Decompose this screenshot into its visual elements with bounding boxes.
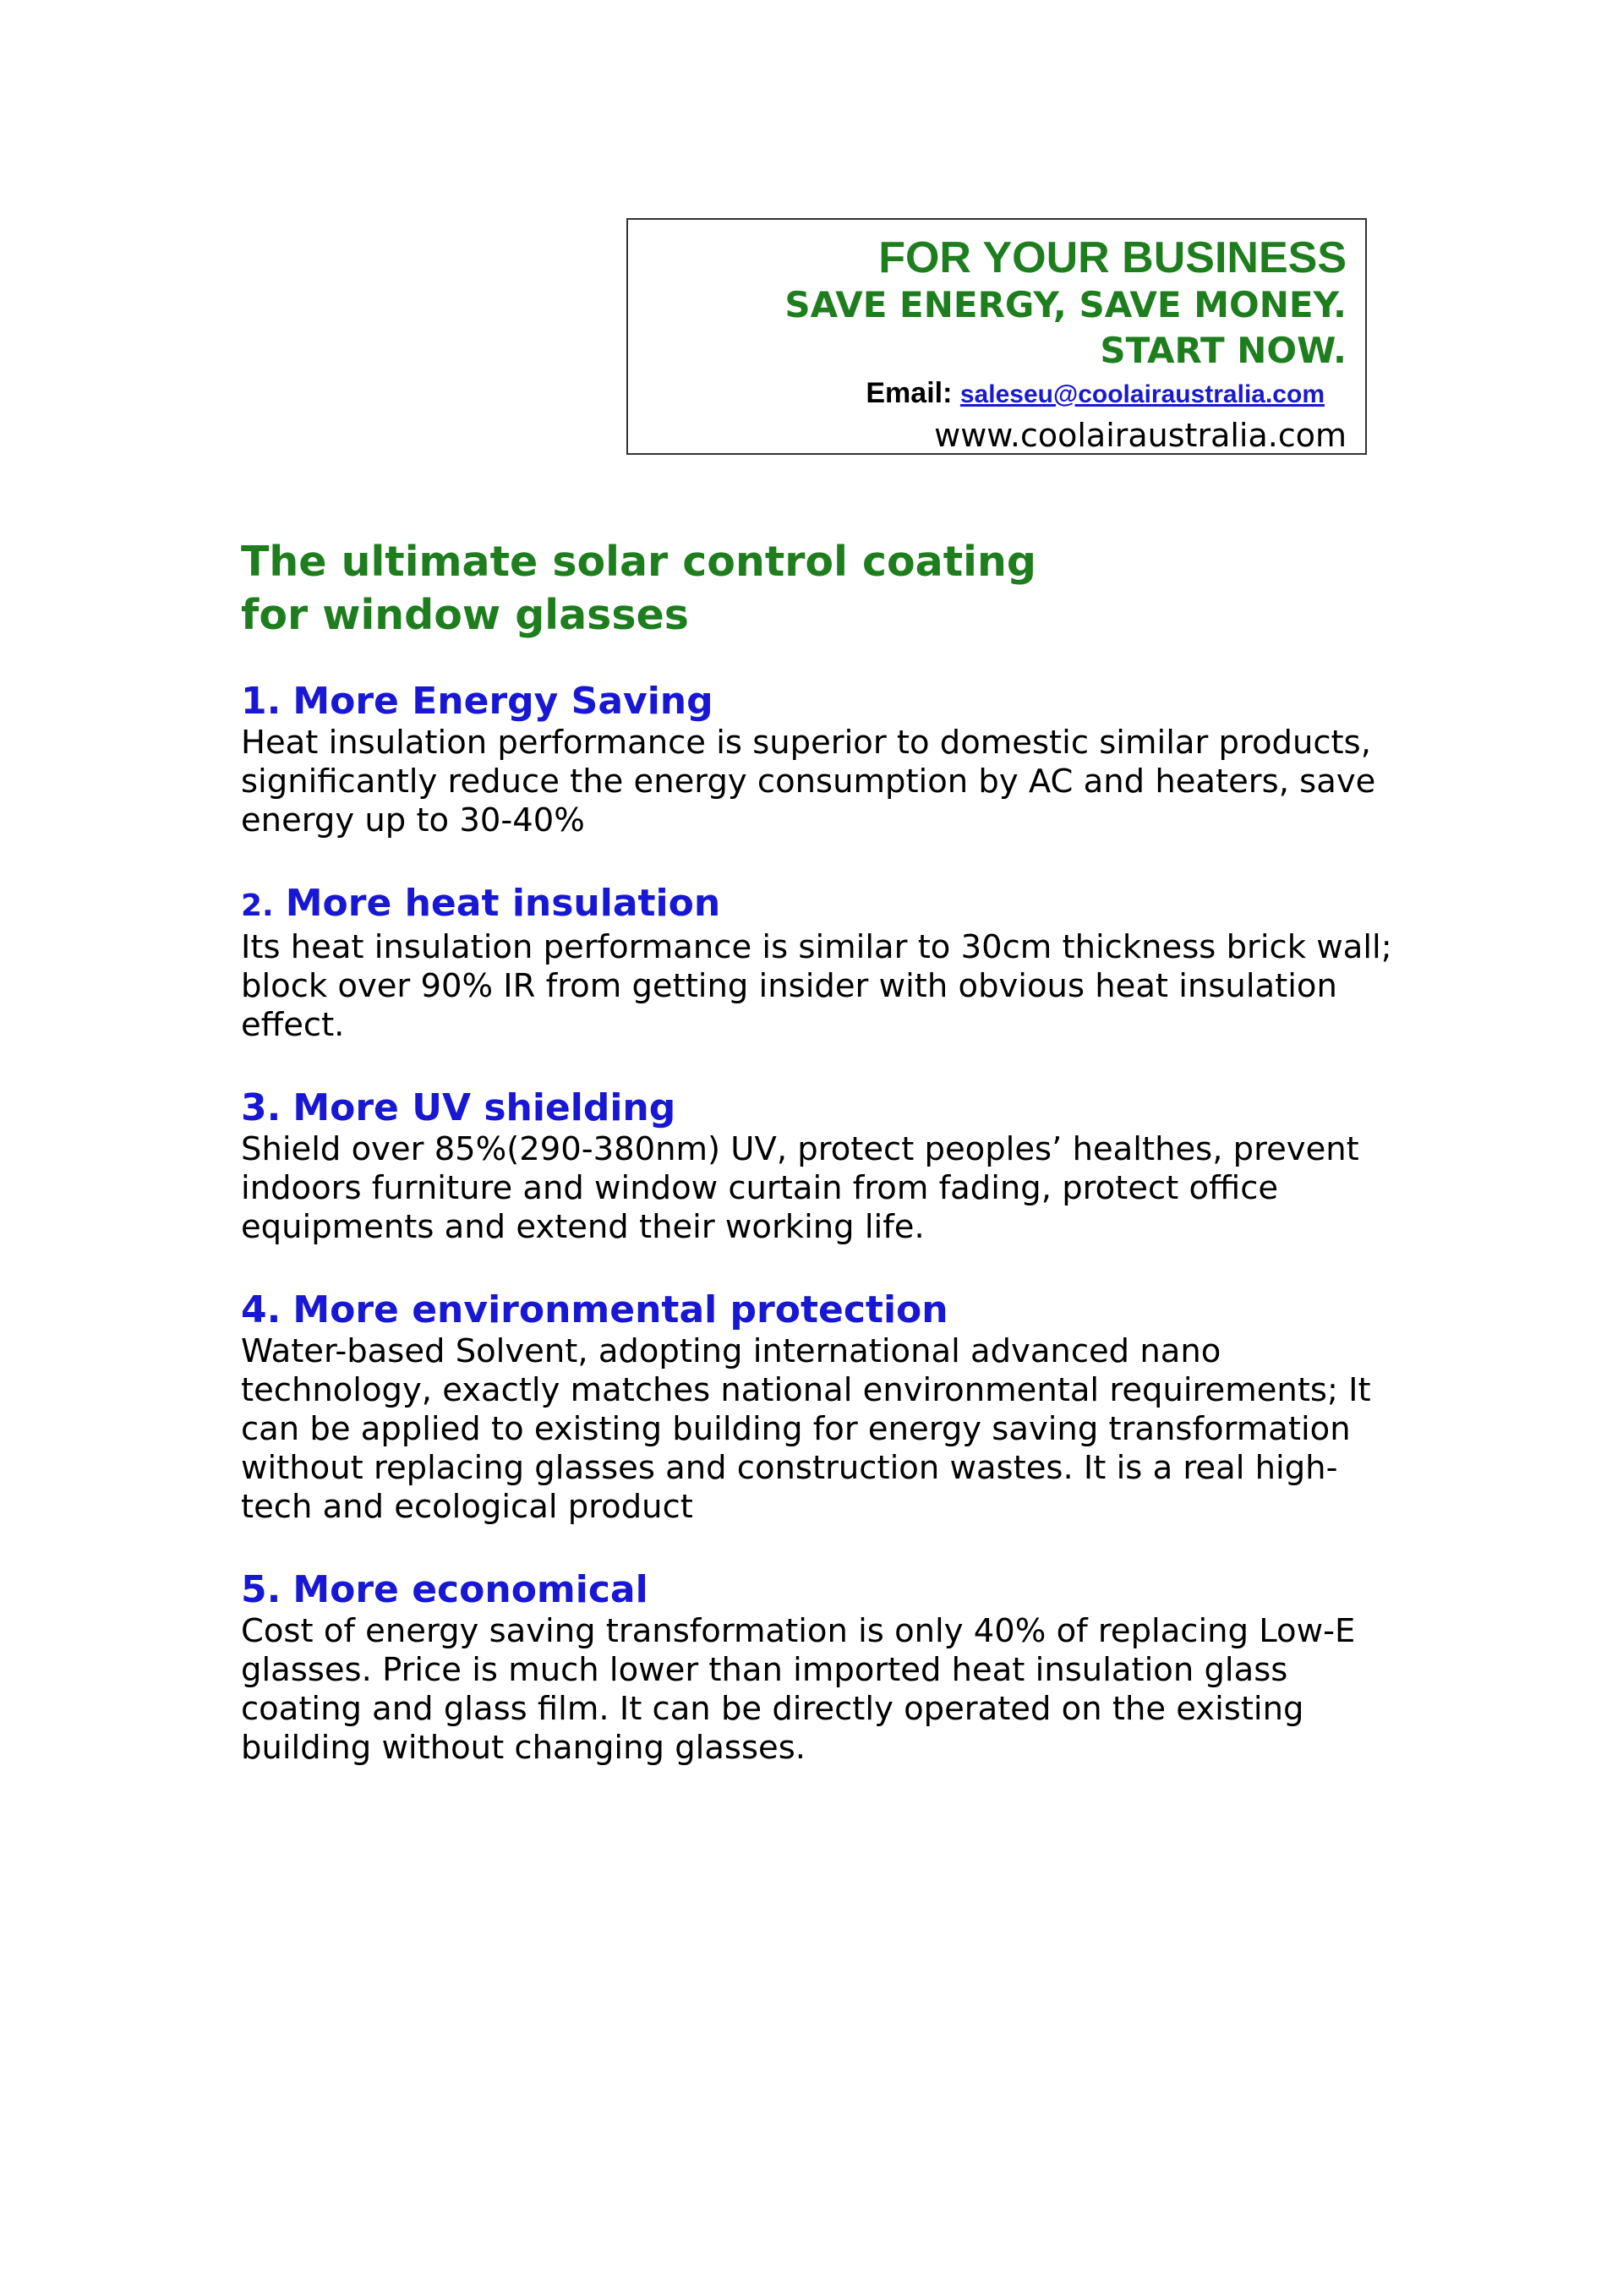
section-title: More Energy Saving bbox=[292, 680, 713, 723]
main-content bbox=[241, 535, 1424, 1809]
section-body bbox=[241, 724, 1424, 840]
page-title-line-1: The ultimate solar control coating bbox=[241, 538, 1036, 586]
section-heading bbox=[241, 882, 1424, 928]
section-number: 4. bbox=[241, 1288, 281, 1331]
body-line: Heat insulation performance is superior to domestic similar products, bbox=[241, 724, 1371, 762]
promo-email-row bbox=[628, 374, 1347, 414]
website-url: www.coolairaustralia.com bbox=[934, 417, 1347, 454]
email-label: Email: bbox=[866, 377, 953, 409]
section-energy-saving bbox=[241, 680, 1424, 840]
section-body bbox=[241, 1612, 1424, 1768]
body-line: Cost of energy saving transformation is only 40% of replacing Low-E bbox=[241, 1612, 1356, 1650]
body-line: effect. bbox=[241, 1006, 345, 1044]
body-line: technology, exactly matches national environmental requirements; It bbox=[241, 1371, 1371, 1409]
section-number: 5. bbox=[241, 1568, 281, 1611]
section-body bbox=[241, 928, 1424, 1045]
section-title: More economical bbox=[292, 1568, 648, 1611]
section-heading bbox=[241, 680, 1424, 724]
body-line: indoors furniture and window curtain from fading, protect office bbox=[241, 1169, 1279, 1207]
section-heading bbox=[241, 1568, 1424, 1612]
body-line: building without changing glasses. bbox=[241, 1729, 806, 1767]
body-line: without replacing glasses and construction wastes. It is a real high- bbox=[241, 1449, 1338, 1487]
promo-box bbox=[626, 218, 1367, 455]
email-link[interactable]: saleseu@coolairaustralia.com bbox=[959, 380, 1325, 408]
section-number: 1. bbox=[241, 680, 281, 723]
section-title: More UV shielding bbox=[292, 1086, 676, 1129]
section-title: More heat insulation bbox=[285, 882, 721, 925]
section-number: 2. bbox=[241, 888, 274, 923]
body-line: Shield over 85%(290-380nm) UV, protect peoples’ healthes, prevent bbox=[241, 1130, 1359, 1168]
section-heading bbox=[241, 1086, 1424, 1130]
page-title bbox=[241, 535, 1424, 642]
section-economical bbox=[241, 1568, 1424, 1768]
body-line: coating and glass film. It can be directly operated on the existing bbox=[241, 1690, 1304, 1728]
section-title: More environmental protection bbox=[292, 1288, 948, 1331]
section-heading bbox=[241, 1288, 1424, 1332]
body-line: Its heat insulation performance is similar to 30cm thickness brick wall; bbox=[241, 928, 1392, 966]
body-line: significantly reduce the energy consumption by AC and heaters, save bbox=[241, 763, 1376, 801]
page-title-line-2: for window glasses bbox=[241, 591, 689, 639]
section-environmental-protection bbox=[241, 1288, 1424, 1527]
section-body bbox=[241, 1332, 1424, 1527]
body-line: glasses. Price is much lower than imported heat insulation glass bbox=[241, 1651, 1288, 1689]
section-body bbox=[241, 1130, 1424, 1247]
body-line: block over 90% IR from getting insider with obvious heat insulation bbox=[241, 967, 1337, 1005]
section-number: 3. bbox=[241, 1086, 281, 1129]
body-line: can be applied to existing building for energy saving transformation bbox=[241, 1410, 1351, 1448]
body-line: equipments and extend their working life. bbox=[241, 1208, 925, 1246]
section-heat-insulation bbox=[241, 882, 1424, 1045]
body-line: Water-based Solvent, adopting international advanced nano bbox=[241, 1332, 1221, 1370]
body-line: energy up to 30-40% bbox=[241, 801, 585, 839]
promo-tagline: SAVE ENERGY, SAVE MONEY. bbox=[784, 284, 1347, 325]
body-line: tech and ecological product bbox=[241, 1488, 693, 1526]
promo-call-to-action: START NOW. bbox=[1100, 330, 1347, 371]
promo-headline: FOR YOUR BUSINESS bbox=[878, 233, 1347, 282]
section-uv-shielding bbox=[241, 1086, 1424, 1247]
